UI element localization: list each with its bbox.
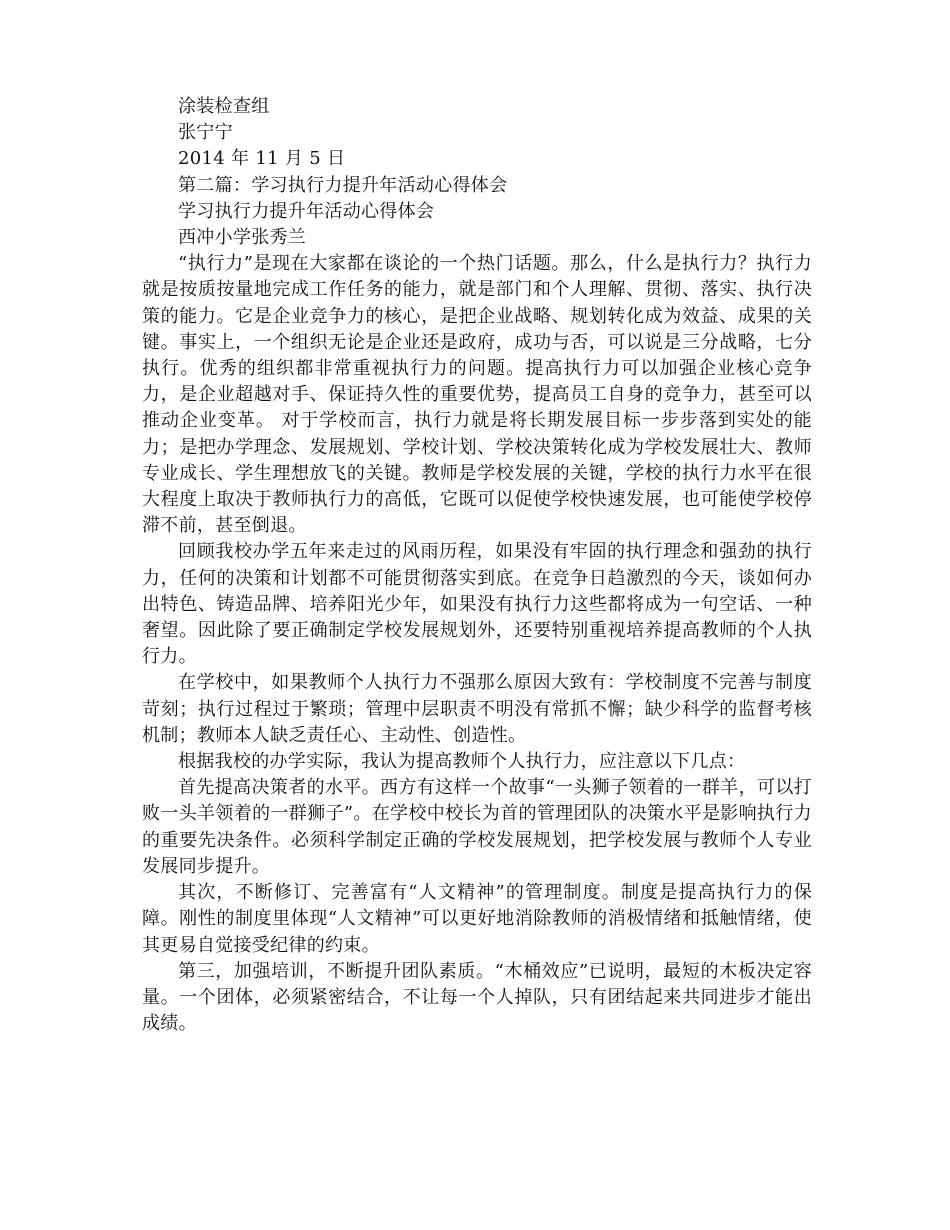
essay-author: 西冲小学张秀兰 <box>178 227 307 249</box>
group-line: 涂装检查组 <box>178 96 270 117</box>
paragraph-1: “执行力”是现在大家都在谈论的一个热门话题。那么，什么是执行力？执行力就是按质按量地完成工作任务的能力，就是部门和个人理解、贯彻、落实、执行决策的能力。它是企业竞争力的核心，是把企业战略、规划转化成为效益、成果的关键。事实上，一个组织无论是企业还是政府，成功与否，可以说是三分战略，七分执行。优秀的组织都非常重视执行力的问题。提高执行力可以加强企业核心竞争力，是企业超越对手、保证持久性的重要优势，提高员工自身的竞争力，甚至可以推动企业变革。 对于学校而言，执行力就是将长期发展目标一步步落到实处的能力；是把办学理念、发展规划、学校计划、学校决策转化成为学校发展壮大、教师专业成长、学生理想放飞的关键。教师是学校发展的关键，学校的执行力水平在很大程度上取决于教师执行力的高低，它既可以促使学校快速发展，也可能使学校停滞不前，甚至倒退。 <box>142 253 812 537</box>
paragraph-6: 其次，不断修订、完善富有“人文精神”的管理制度。制度是提高执行力的保障。刚性的制度里体现“人文精神”可以更好地消除教师的消极情绪和抵触情绪，使其更易自觉接受纪律的约束。 <box>142 882 812 956</box>
essay-title: 学习执行力提升年活动心得体会 <box>178 200 435 222</box>
date-line: 2014 年 11 月 5 日 <box>178 148 346 170</box>
paragraph-5: 首先提高决策者的水平。西方有这样一个故事“一头狮子领着的一群羊，可以打败一头羊领着的一群狮子”。在学校中校长为首的管理团队的决策水平是影响执行力的重要先决条件。必须科学制定正确的学校发展规划，把学校发展与教师个人专业发展同步提升。 <box>142 777 812 877</box>
document-body <box>142 94 812 1037</box>
author-line: 张宁宁 <box>178 122 233 144</box>
part-title: 第二篇：学习执行力提升年活动心得体会 <box>178 174 508 196</box>
paragraph-3: 在学校中，如果教师个人执行力不强那么原因大致有：学校制度不完善与制度苛刻；执行过程过于繁琐；管理中层职责不明没有常抓不懈；缺少科学的监督考核机制；教师本人缺乏责任心、主动性、创造性。 <box>142 672 812 746</box>
paragraph-4: 根据我校的办学实际，我认为提高教师个人执行力，应注意以下几点： <box>178 751 746 773</box>
paragraph-2: 回顾我校办学五年来走过的风雨历程，如果没有牢固的执行理念和强劲的执行力，任何的决策和计划都不可能贯彻落实到底。在竞争日趋激烈的今天，谈如何办出特色、铸造品牌、培养阳光少年，如果没有执行力这些都将成为一句空话、一种奢望。因此除了要正确制定学校发展规划外，还要特别重视培养提高教师的个人执行力。 <box>142 541 812 668</box>
paragraph-7: 第三，加强培训，不断提升团队素质。“木桶效应”已说明，最短的木板决定容量。一个团体，必须紧密结合，不让每一个人掉队，只有团结起来共同进步才能出成绩。 <box>142 960 812 1035</box>
